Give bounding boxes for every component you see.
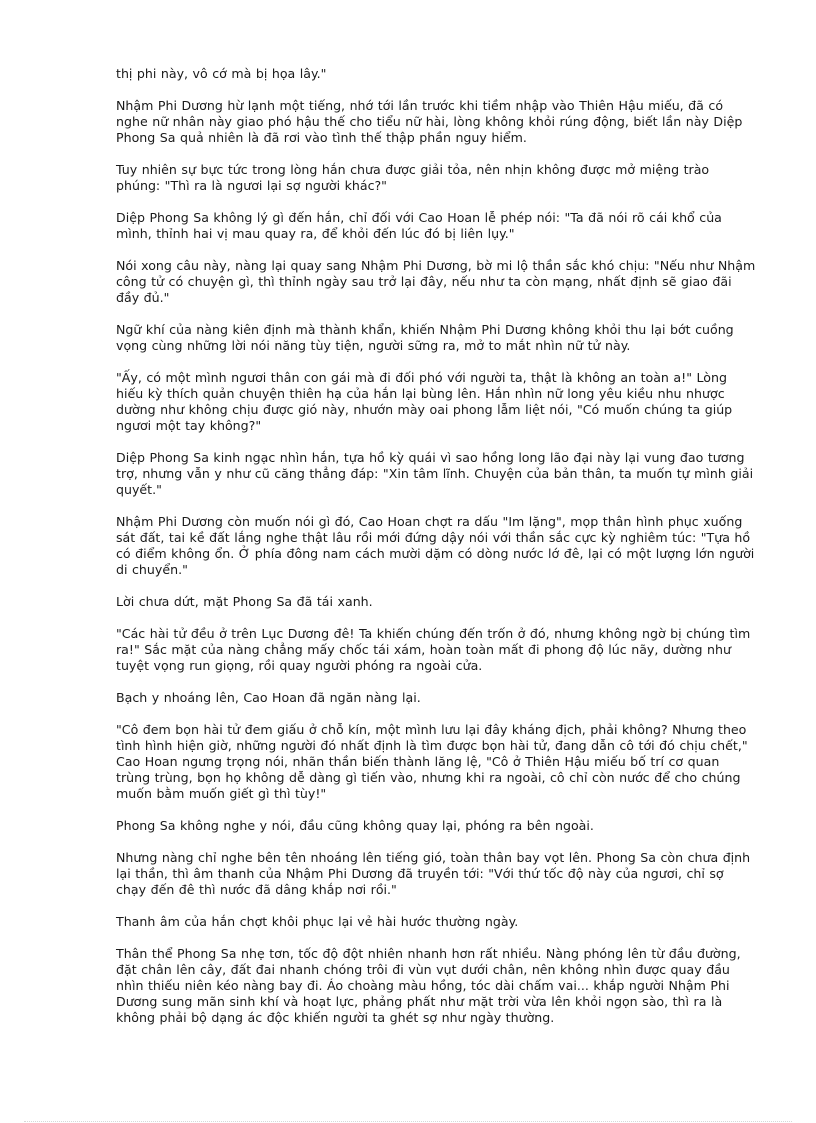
page-bottom-divider bbox=[24, 1121, 792, 1122]
paragraph: "Ấy, có một mình ngươi thân con gái mà đi đối phó với người ta, thật là không an toàn a!" Lòng hiếu kỳ thích quản chuyện thiên hạ của hắn lại bùng lên. Hắn nhìn nữ long yêu kiều nhu nhược dường như không chịu được gió này, nhướn mày oai phong lẫm liệt nói, "Có muốn chúng ta giúp ngươi một tay không?" bbox=[116, 370, 733, 433]
paragraph: Diệp Phong Sa không lý gì đến hắn, chỉ đối với Cao Hoan lễ phép nói: "Ta đã nói rõ cái khổ của mình, thỉnh hai vị mau quay ra, để khỏi đến lúc đó bị liên lụy." bbox=[116, 210, 722, 241]
paragraph: "Các hài tử đều ở trên Lục Dương đê! Ta khiến chúng đến trốn ở đó, nhưng không ngờ bị chúng tìm ra!" Sắc mặt của nàng chẳng mấy chốc tái xám, hoàn toàn mất đi phong độ lúc nãy, dường như tuyệt vọng run giọng, rồi quay người phóng ra ngoài cửa. bbox=[116, 626, 751, 673]
paragraph: Thân thể Phong Sa nhẹ tơn, tốc độ đột nhiên nhanh hơn rất nhiều. Nàng phóng lên từ đầu đường, đặt chân lên cây, đất đai nhanh chóng trôi đi vùn vụt dưới chân, nên không nhìn được quay đầu nhìn thiếu niên kéo nàng bay đi. Áo choàng màu hồng, tóc dài chấm vai... khắp người Nhậm Phi Dương sung mãn sinh khí và hoạt lực, phảng phất như mặt trời vừa lên khỏi ngọn sào, thì ra là không phải bộ dạng ác độc khiến người ta ghét sợ như ngày thường. bbox=[116, 946, 741, 1025]
paragraph: Lời chưa dứt, mặt Phong Sa đã tái xanh. bbox=[116, 594, 373, 609]
paragraph: "Cô đem bọn hài tử đem giấu ở chỗ kín, một mình lưu lại đây kháng địch, phải không? Nhưng theo tình hình hiện giờ, những người đó nhất định là tìm được bọn hài tử, đang dẫn cô tới đó chịu chết," Cao Hoan ngưng trọng nói, nhãn thần biến thành lăng lệ, "Cô ở Thiên Hậu miếu bố trí cơ quan trùng trùng, bọn họ không dễ dàng gì tiến vào, nhưng khi ra ngoài, cô chỉ còn nước để cho chúng muốn bằm muốn giết gì thì tùy!" bbox=[116, 722, 748, 801]
paragraph: Phong Sa không nghe y nói, đầu cũng không quay lại, phóng ra bên ngoài. bbox=[116, 818, 594, 833]
paragraph: Nhậm Phi Dương còn muốn nói gì đó, Cao Hoan chợt ra dấu "Im lặng", mọp thân hình phục xuống sát đất, tai kề đất lắng nghe thật lâu rồi mới đứng dậy nói với thần sắc cực kỳ nghiêm túc: "Tựa hồ có điểm không ổn. Ở phía đông nam cách mười dặm có dòng nước lớ đê, lại có một lượng lớn người di chuyển." bbox=[116, 514, 755, 577]
paragraph: Nói xong câu này, nàng lại quay sang Nhậm Phi Dương, bờ mi lộ thần sắc khó chịu: "Nếu như Nhậm công tử có chuyện gì, thì thỉnh ngày sau trở lại đây, nếu như ta còn mạng, nhất định sẽ giao đãi đầy đủ." bbox=[116, 258, 756, 305]
document-body bbox=[116, 66, 756, 1042]
paragraph: Tuy nhiên sự bực tức trong lòng hắn chưa được giải tỏa, nên nhịn không được mở miệng trào phúng: "Thì ra là ngươi lại sợ người khác?" bbox=[116, 162, 710, 193]
paragraph: Ngữ khí của nàng kiên định mà thành khẩn, khiến Nhậm Phi Dương không khỏi thu lại bớt cuồng vọng cùng những lời nói năng tùy tiện, người sững ra, mở to mắt nhìn nữ tử này. bbox=[116, 322, 734, 353]
paragraph: Thanh âm của hắn chợt khôi phục lại vẻ hài hước thường ngày. bbox=[116, 914, 519, 929]
paragraph: Nhậm Phi Dương hừ lạnh một tiếng, nhớ tới lần trước khi tiềm nhập vào Thiên Hậu miếu, đã có nghe nữ nhân này giao phó hậu thế cho tiểu nữ hài, lòng không khỏi rúng động, biết lần này Diệp Phong Sa quả nhiên là đã rơi vào tình thế thập phần nguy hiểm. bbox=[116, 98, 743, 145]
paragraph: Diệp Phong Sa kinh ngạc nhìn hắn, tựa hồ kỳ quái vì sao hồng long lão đại này lại vung đao tương trợ, nhưng vẫn y như cũ căng thẳng đáp: "Xin tâm lĩnh. Chuyện của bản thân, ta muốn tự mình giải quyết." bbox=[116, 450, 754, 497]
paragraph: Bạch y nhoáng lên, Cao Hoan đã ngăn nàng lại. bbox=[116, 690, 421, 705]
paragraph: Nhưng nàng chỉ nghe bên tên nhoáng lên tiếng gió, toàn thân bay vọt lên. Phong Sa còn chưa định lại thần, thì âm thanh của Nhậm Phi Dương đã truyền tới: "Với thứ tốc độ này của ngươi, chỉ sợ chạy đến đê thì nước đã dâng khắp nơi rồi." bbox=[116, 850, 751, 897]
paragraph: thị phi này, vô cớ mà bị họa lây." bbox=[116, 66, 327, 81]
